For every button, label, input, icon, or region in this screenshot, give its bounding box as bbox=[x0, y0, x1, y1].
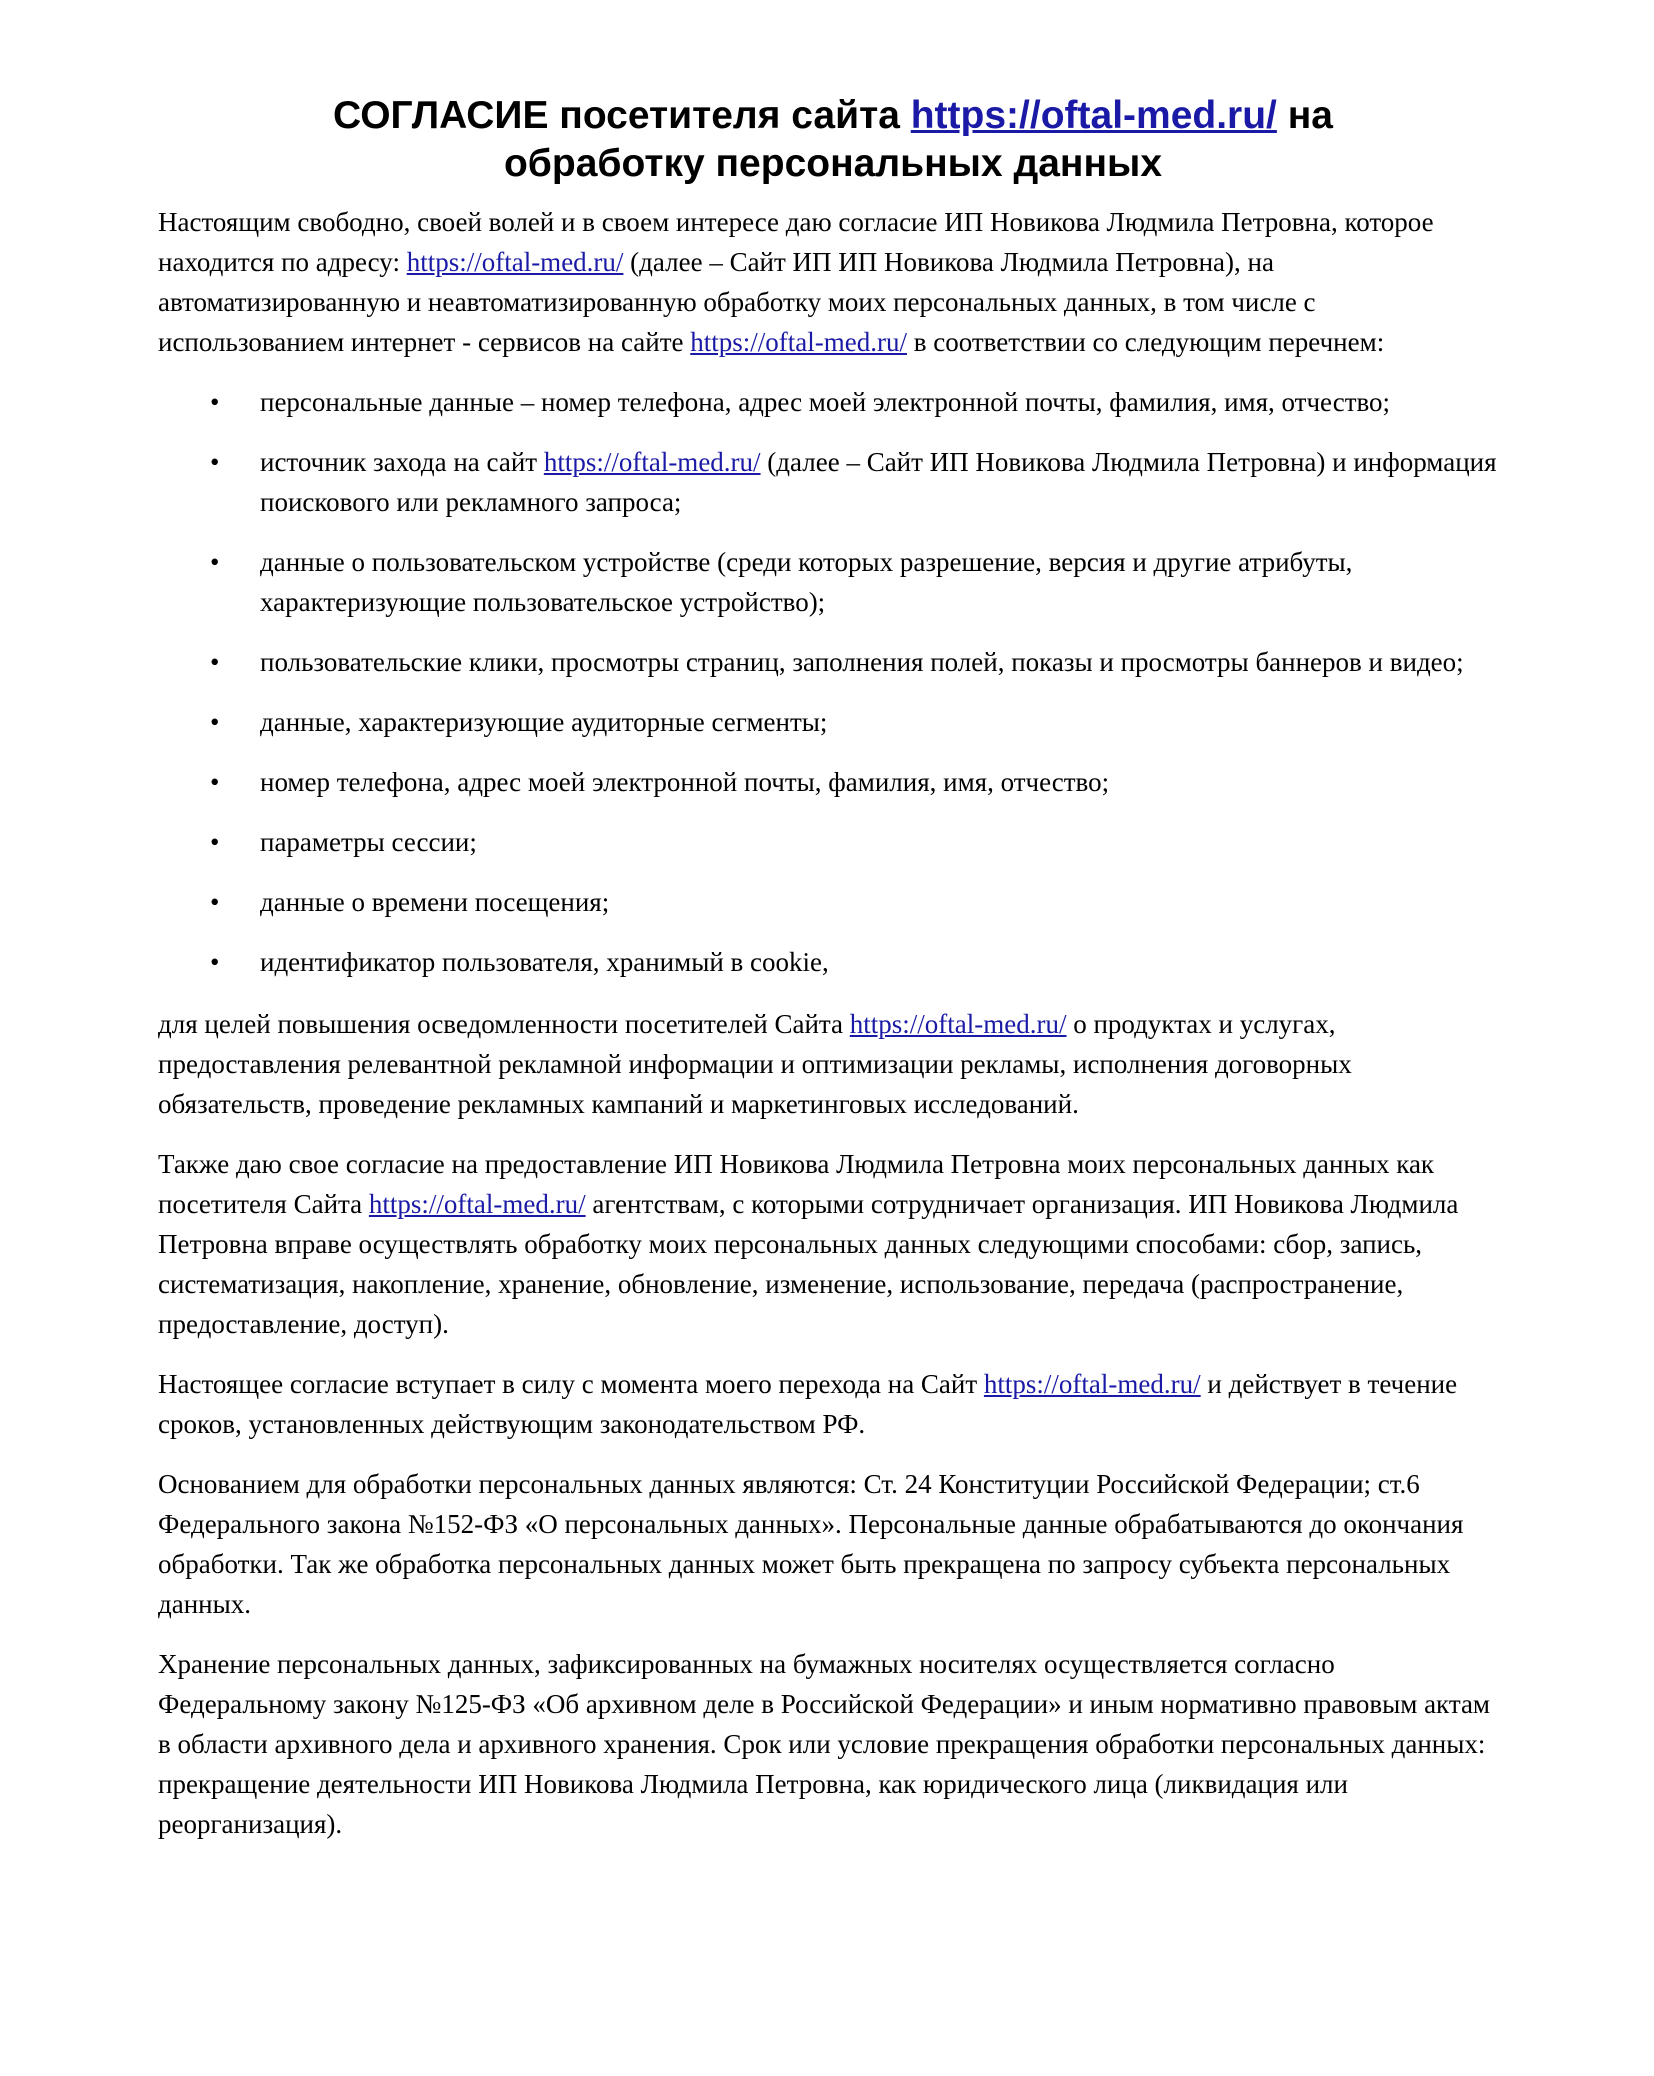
bullet-icon: • bbox=[210, 827, 220, 857]
list-item bbox=[158, 382, 1508, 422]
list-item-text: данные, характеризующие аудиторные сегменты; bbox=[260, 707, 828, 737]
title-text-part2: на bbox=[1287, 94, 1333, 137]
data-list bbox=[158, 382, 1508, 982]
list-item-site-link[interactable]: https://oftal-med.ru/ bbox=[543, 447, 761, 477]
list-item bbox=[158, 882, 1508, 922]
bullet-icon: • bbox=[210, 767, 220, 797]
intro-site-link-2[interactable]: https://oftal-med.ru/ bbox=[690, 327, 907, 357]
title-text-part1: СОГЛАСИЕ посетителя сайта bbox=[333, 94, 900, 137]
validity-text-2: и действует в течение сроков, установленных действующим законодательством РФ. bbox=[158, 1369, 1458, 1439]
title-site-link[interactable]: https://oftal-med.ru/ bbox=[910, 94, 1277, 137]
list-item-text: (далее – Сайт ИП Новикова Людмила Петровна) и информация поискового или рекламного запроса; bbox=[260, 447, 1497, 517]
validity-text-1: Настоящее согласие вступает в силу с момента моего перехода на Сайт bbox=[158, 1369, 978, 1399]
agencies-paragraph bbox=[158, 1144, 1508, 1344]
validity-site-link[interactable]: https://oftal-med.ru/ bbox=[983, 1369, 1201, 1399]
purpose-site-link[interactable]: https://oftal-med.ru/ bbox=[849, 1009, 1067, 1039]
list-item bbox=[158, 822, 1508, 862]
purpose-text-2: о продуктах и услугах, предоставления релевантной рекламной информации и оптимизации рекламы, исполнения договорных обязательств, проведение рекламных кампаний и маркетинговых исследований. bbox=[158, 1009, 1352, 1119]
bullet-icon: • bbox=[210, 647, 220, 677]
list-item bbox=[158, 642, 1508, 682]
list-item-text: номер телефона, адрес моей электронной почты, фамилия, имя, отчество; bbox=[260, 767, 1110, 797]
title-text-line2: обработку персональных данных bbox=[503, 142, 1163, 185]
intro-text-3: в соответствии со следующим перечнем: bbox=[913, 327, 1385, 357]
basis-paragraph: Основанием для обработки персональных данных являются: Ст. 24 Конституции Российской Федерации; ст.6 Федерального закона №152-ФЗ «О персональных данных». Персональные данные обрабатываются до окончания обработки. Так же обработка персональных данных может быть прекращена по запросу субъекта персональных данных. bbox=[158, 1469, 1464, 1619]
agencies-site-link[interactable]: https://oftal-med.ru/ bbox=[368, 1189, 586, 1219]
agencies-text-1: Также даю свое согласие на предоставление ИП Новикова Людмила Петровна моих персональных данных как посетителя Сайта bbox=[158, 1149, 1435, 1219]
intro-text-1: Настоящим свободно, своей волей и в своем интересе даю согласие ИП Новикова Людмила Петровна, которое находится по адресу: bbox=[158, 207, 1434, 277]
document-body bbox=[158, 202, 1508, 1844]
bullet-icon: • bbox=[210, 947, 220, 977]
list-item-text: пользовательские клики, просмотры страниц, заполнения полей, показы и просмотры баннеров и видео; bbox=[260, 647, 1464, 677]
intro-site-link-1[interactable]: https://oftal-med.ru/ bbox=[406, 247, 624, 277]
purpose-paragraph bbox=[158, 1004, 1508, 1124]
bullet-icon: • bbox=[210, 707, 220, 737]
storage-paragraph: Хранение персональных данных, зафиксированных на бумажных носителях осуществляется согласно Федеральному закону №125-ФЗ «Об архивном деле в Российской Федерации» и иным нормативно правовым актам в области архивного дела и архивного хранения. Срок или условие прекращения обработки персональных данных: прекращение деятельности ИП Новикова Людмила Петровна, как юридического лица (ликвидация или реорганизация). bbox=[158, 1649, 1491, 1839]
bullet-icon: • bbox=[210, 887, 220, 917]
list-item-text: данные о пользовательском устройстве (среди которых разрешение, версия и другие атрибуты, характеризующие пользовательское устройство); bbox=[260, 547, 1353, 617]
list-item bbox=[158, 542, 1508, 622]
list-item-text: персональные данные – номер телефона, адрес моей электронной почты, фамилия, имя, отчество; bbox=[260, 387, 1391, 417]
purpose-text-1: для целей повышения осведомленности посетителей Сайта bbox=[158, 1009, 844, 1039]
intro-paragraph bbox=[158, 202, 1508, 362]
page-title bbox=[158, 92, 1508, 188]
validity-paragraph bbox=[158, 1364, 1508, 1444]
list-item bbox=[158, 702, 1508, 742]
list-item-text: параметры сессии; bbox=[260, 827, 477, 857]
document-page bbox=[158, 92, 1508, 1864]
list-item-text: источник захода на сайт bbox=[260, 447, 538, 477]
list-item-text: идентификатор пользователя, хранимый в cookie, bbox=[260, 947, 829, 977]
list-item bbox=[158, 442, 1508, 522]
bullet-icon: • bbox=[210, 387, 220, 417]
intro-text-2: (далее – Сайт ИП ИП Новикова Людмила Петровна), на автоматизированную и неавтоматизированную обработку моих персональных данных, в том числе с использованием интернет - сервисов на сайте bbox=[158, 247, 1316, 357]
bullet-icon: • bbox=[210, 547, 220, 577]
list-item-text: данные о времени посещения; bbox=[260, 887, 610, 917]
agencies-text-2: агентствам, с которыми сотрудничает организация. ИП Новикова Людмила Петровна вправе осуществлять обработку моих персональных данных следующими способами: сбор, запись, систематизация, накопление, хранение, обновление, изменение, использование, передача (распространение, предоставление, доступ). bbox=[158, 1189, 1459, 1339]
list-item bbox=[158, 762, 1508, 802]
list-item bbox=[158, 942, 1508, 982]
bullet-icon: • bbox=[210, 447, 220, 477]
